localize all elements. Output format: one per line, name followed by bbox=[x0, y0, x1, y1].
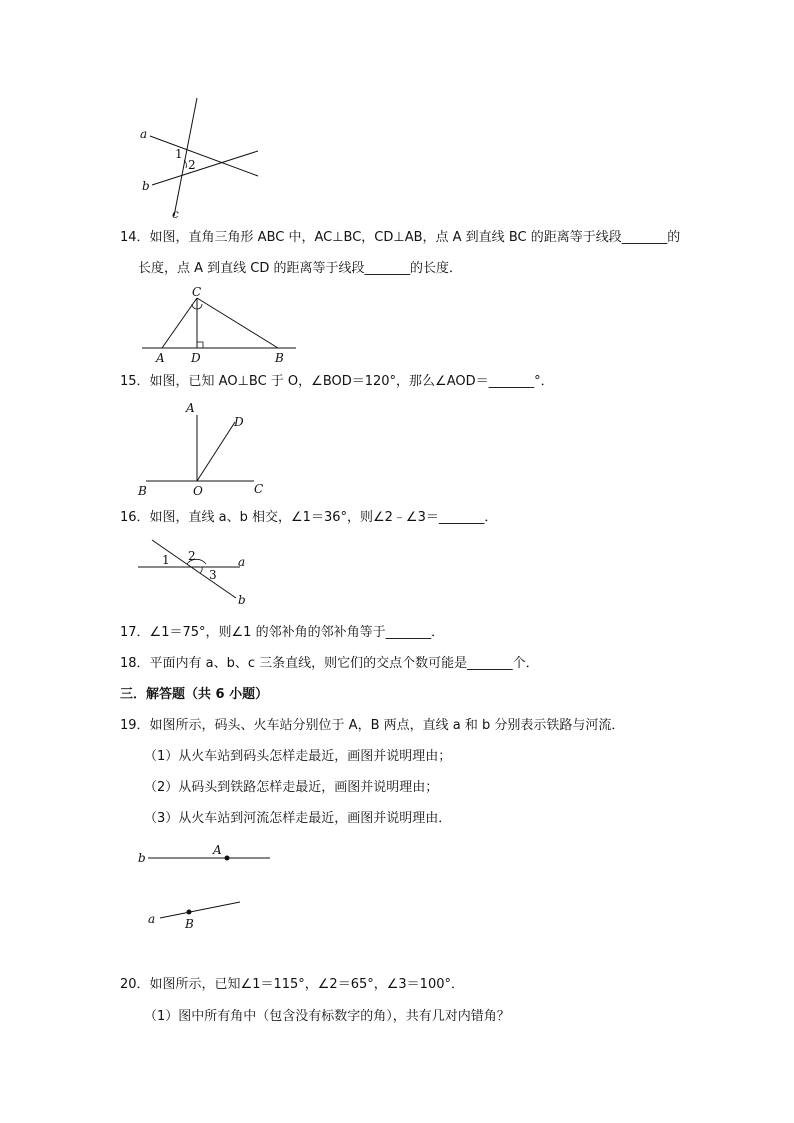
label-b: b bbox=[142, 179, 150, 193]
segment-cb bbox=[197, 298, 278, 348]
ray-od bbox=[197, 422, 235, 481]
question-19-line-1: 19．如图所示，码头、火车站分别位于 A，B 两点，直线 a 和 b 分别表示铁路与河流． bbox=[120, 718, 625, 733]
label-D: D bbox=[234, 415, 244, 429]
label-A: A bbox=[156, 351, 165, 365]
label-b: b bbox=[238, 593, 246, 607]
label-b: b bbox=[138, 851, 146, 865]
question-20-sub-1: （1）图中所有角中（包含没有标数字的角），共有几对内错角？ bbox=[144, 1009, 510, 1024]
figure-q14 bbox=[140, 284, 300, 366]
right-angle-mark-d bbox=[197, 342, 203, 348]
figure-q13 bbox=[130, 92, 280, 222]
question-19-sub-3: （3）从火车站到河流怎样走最近，画图并说明理由． bbox=[144, 811, 452, 826]
label-B: B bbox=[275, 351, 284, 365]
point-A bbox=[225, 856, 230, 861]
question-14-line-1: 14．如图，直角三角形 ABC 中，AC⊥BC，CD⊥AB，点 A 到直线 BC 的距离等于线段_______的 bbox=[120, 230, 681, 245]
figure-q16 bbox=[132, 534, 262, 608]
figure-q19 bbox=[132, 838, 282, 938]
label-2: 2 bbox=[188, 158, 196, 172]
question-19-sub-1: （1）从火车站到码头怎样走最近，画图并说明理由； bbox=[144, 749, 452, 764]
segment-ac bbox=[162, 298, 197, 348]
label-a: a bbox=[140, 127, 148, 141]
question-15-line-1: 15．如图，已知 AO⊥BC 于 O，∠BOD＝120°，那么∠AOD＝_______°． bbox=[120, 374, 554, 389]
label-3: 3 bbox=[209, 568, 217, 582]
question-18-line-1: 18．平面内有 a、b、c 三条直线，则它们的交点个数可能是_______个． bbox=[120, 656, 539, 671]
label-O: O bbox=[193, 484, 203, 498]
label-C: C bbox=[254, 482, 264, 496]
label-c: c bbox=[172, 207, 179, 221]
label-1: 1 bbox=[175, 147, 183, 161]
label-a: a bbox=[148, 912, 156, 926]
angle-arc-3 bbox=[200, 567, 202, 573]
label-A: A bbox=[186, 401, 195, 415]
label-1: 1 bbox=[162, 553, 170, 567]
question-14-line-2: 长度，点 A 到直线 CD 的距离等于线段_______的长度． bbox=[138, 261, 463, 276]
question-17-line-1: 17．∠1＝75°，则∠1 的邻补角的邻补角等于_______． bbox=[120, 625, 445, 640]
label-D: D bbox=[191, 351, 201, 365]
question-16-line-1: 16．如图，直线 a、b 相交，∠1＝36°，则∠2﹣∠3＝_______． bbox=[120, 510, 498, 525]
question-20-line-1: 20．如图所示，已知∠1＝115°，∠2＝65°，∠3＝100°． bbox=[120, 977, 464, 992]
figure-q15 bbox=[134, 398, 274, 502]
label-B: B bbox=[185, 917, 194, 931]
line-a bbox=[160, 902, 240, 918]
label-2: 2 bbox=[188, 549, 196, 563]
label-C: C bbox=[192, 285, 202, 299]
label-a: a bbox=[238, 555, 246, 569]
section-3-title: 三．解答题（共 6 小题） bbox=[120, 687, 269, 702]
label-A: A bbox=[213, 843, 222, 857]
question-19-sub-2: （2）从码头到铁路怎样走最近，画图并说明理由； bbox=[144, 780, 439, 795]
label-B: B bbox=[138, 484, 147, 498]
point-B bbox=[187, 910, 192, 915]
